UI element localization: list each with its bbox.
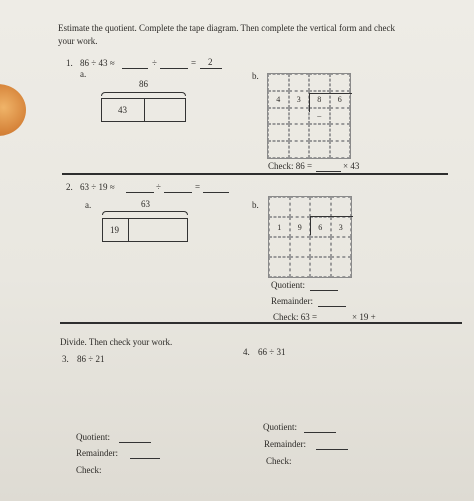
thumb-photo <box>0 84 26 136</box>
p2-digit-4: 3 <box>331 217 352 237</box>
p4-remainder-label: Remainder: <box>264 439 306 449</box>
p1-check-post: × 43 <box>343 161 360 171</box>
p3-number: 3. <box>62 354 69 364</box>
p3-check-label: Check: <box>76 465 102 475</box>
p1-equals: = <box>191 58 197 68</box>
grid-cell <box>330 74 351 91</box>
p3-remainder-label: Remainder: <box>76 448 118 458</box>
p1-tape-total: 86 <box>139 79 148 89</box>
p2-divide-sign: ÷ <box>156 182 161 192</box>
instructions: Estimate the quotient. Complete the tape diagram. Then complete the vertical form and check <box>58 23 395 33</box>
grid-cell <box>290 237 311 257</box>
p1-check-pre: Check: 86 = <box>268 161 313 171</box>
p4-number: 4. <box>243 347 250 357</box>
p1-a-label: a. <box>80 69 87 79</box>
grid-cell <box>310 257 331 277</box>
grid-cell <box>330 141 351 158</box>
p1-estimate-answer: 2 <box>208 57 213 67</box>
grid-cell <box>269 257 290 277</box>
grid-cell <box>290 257 311 277</box>
grid-cell <box>289 124 310 141</box>
p2-digit-1: 1 <box>269 217 290 237</box>
grid-cell <box>290 197 311 217</box>
p2-quotient-label: Quotient: <box>271 280 305 290</box>
p1-estimate-blank-1[interactable] <box>122 60 148 69</box>
p1-tape-part-2[interactable] <box>144 98 186 122</box>
p2-b-label: b. <box>252 200 259 210</box>
p2-tape-total: 63 <box>141 199 150 209</box>
p4-remainder-blank[interactable] <box>316 441 348 450</box>
instructions-line2: your work. <box>58 36 98 46</box>
p1-vertical-grid <box>267 73 351 159</box>
p2-estimate-blank-2[interactable] <box>164 184 192 193</box>
p1-estimate-blank-2[interactable] <box>160 60 188 69</box>
divider-1 <box>62 173 448 175</box>
p1-digit-2: 3 <box>289 91 310 108</box>
p1-tape-brace <box>101 92 186 96</box>
p2-check-pre: Check: 63 = <box>273 312 318 322</box>
p4-quotient-blank[interactable] <box>304 424 336 433</box>
grid-cell <box>330 124 351 141</box>
p2-tape-part-1 <box>102 218 129 242</box>
p1-b-label: b. <box>252 71 259 81</box>
p1-digit-1: 4 <box>268 91 289 108</box>
grid-cell <box>309 124 330 141</box>
p2-remainder-label: Remainder: <box>271 296 313 306</box>
grid-cell <box>269 197 290 217</box>
grid-cell <box>309 141 330 158</box>
p1-check-blank[interactable] <box>316 163 341 172</box>
grid-cell <box>268 141 289 158</box>
grid-cell <box>309 74 330 91</box>
p3-quotient-label: Quotient: <box>76 432 110 442</box>
p1-number: 1. <box>66 58 73 68</box>
p3-quotient-blank[interactable] <box>119 434 151 443</box>
p1-digit-3: 8 <box>309 91 330 108</box>
p2-vertical-grid <box>268 196 352 278</box>
grid-cell <box>268 108 289 125</box>
p1-digit-4: 6 <box>330 91 351 108</box>
p4-check-label: Check: <box>266 456 292 466</box>
p2-equals: = <box>195 182 201 192</box>
p1-division-bracket <box>309 93 352 112</box>
p4-expression: 66 ÷ 31 <box>258 347 286 357</box>
grid-cell <box>268 124 289 141</box>
p2-digit-2: 9 <box>290 217 311 237</box>
grid-cell <box>331 237 352 257</box>
divider-2 <box>60 322 462 324</box>
p3-expression: 86 ÷ 21 <box>77 354 105 364</box>
p1-divide-sign: ÷ <box>152 58 157 68</box>
p2-tape-brace <box>102 211 188 215</box>
grid-cell <box>331 197 352 217</box>
grid-cell <box>331 257 352 277</box>
p2-quotient-blank[interactable] <box>310 282 338 291</box>
grid-cell <box>269 237 290 257</box>
p3-remainder-blank[interactable] <box>130 450 160 459</box>
p2-number: 2. <box>66 182 73 192</box>
grid-cell <box>268 74 289 91</box>
p2-check-mid: × 19 + <box>352 312 376 322</box>
p2-remainder-blank[interactable] <box>318 298 346 307</box>
p1-tape-part-label: 43 <box>118 105 127 115</box>
p2-division-bracket <box>310 216 353 235</box>
grid-cell <box>310 237 331 257</box>
p2-tape-part-2[interactable] <box>128 218 188 242</box>
divide-heading: Divide. Then check your work. <box>60 337 173 347</box>
p2-estimate-blank-1[interactable] <box>126 184 154 193</box>
grid-cell <box>289 141 310 158</box>
p4-quotient-label: Quotient: <box>263 422 297 432</box>
p1-expression: 86 ÷ 43 ≈ <box>80 58 115 68</box>
p1-minus-sign: – <box>309 108 330 125</box>
p2-estimate-answer-blank[interactable] <box>203 184 229 193</box>
p2-a-label: a. <box>85 200 92 210</box>
p2-digit-3: 6 <box>310 217 331 237</box>
grid-cell <box>310 197 331 217</box>
p2-expression: 63 ÷ 19 ≈ <box>80 182 115 192</box>
p1-tape-part-1 <box>101 98 145 122</box>
grid-cell <box>289 108 310 125</box>
grid-cell <box>289 74 310 91</box>
p2-tape-part-label: 19 <box>110 225 119 235</box>
